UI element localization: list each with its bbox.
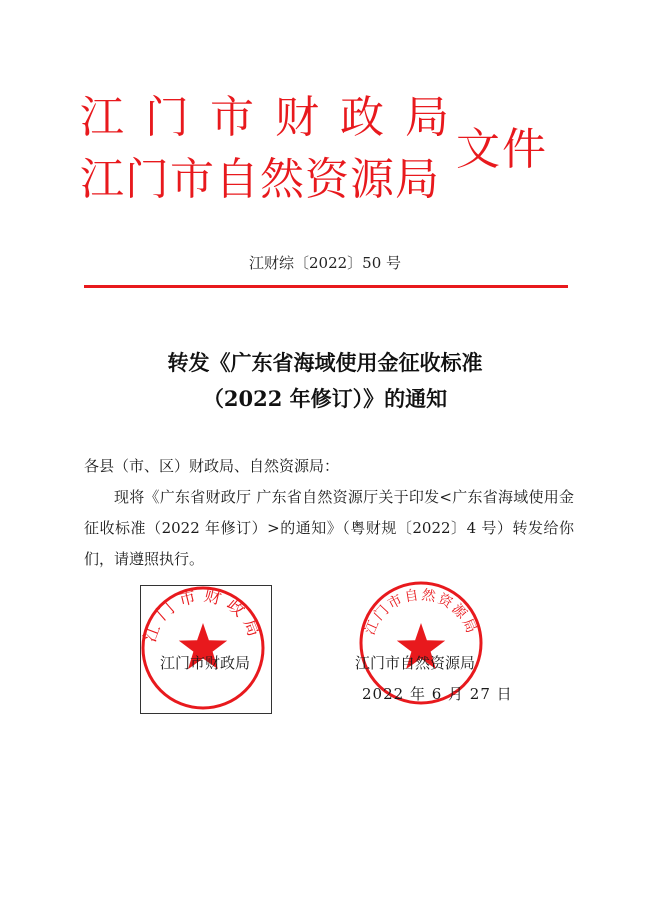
- finance-bureau-seal: [138, 583, 268, 713]
- document-title-line-2: （2022 年修订）》的通知: [202, 386, 448, 411]
- document-number: 江财综〔2022〕50 号: [248, 254, 402, 272]
- issuer-finance-bureau: 江门市财政局: [80, 92, 470, 143]
- document-label: 文件: [456, 124, 548, 175]
- seal-text: 江门市财政局: [140, 585, 266, 645]
- seal-text: 江门市自然资源局: [362, 587, 480, 638]
- signature-natural-resources-bureau: 江门市自然资源局: [355, 654, 476, 672]
- salutation: 各县（市、区）财政局、自然资源局：: [84, 457, 340, 475]
- issuer-natural-resources-bureau: 江门市自然资源局: [80, 154, 440, 205]
- signature-finance-bureau: 江门市财政局: [160, 654, 251, 672]
- red-divider: [84, 285, 568, 288]
- document-title-line-1: 转发《广东省海域使用金征收标准: [167, 350, 483, 375]
- body-paragraph: 现将《广东省财政厅 广东省自然资源厅关于印发<广东省海域使用金征收标准（2022 年修订）>的通知》（粤财规〔2022〕4 号）转发给你们，请遵照执行。: [84, 488, 574, 568]
- signature-date: 2022 年 6 月 27 日: [362, 685, 513, 703]
